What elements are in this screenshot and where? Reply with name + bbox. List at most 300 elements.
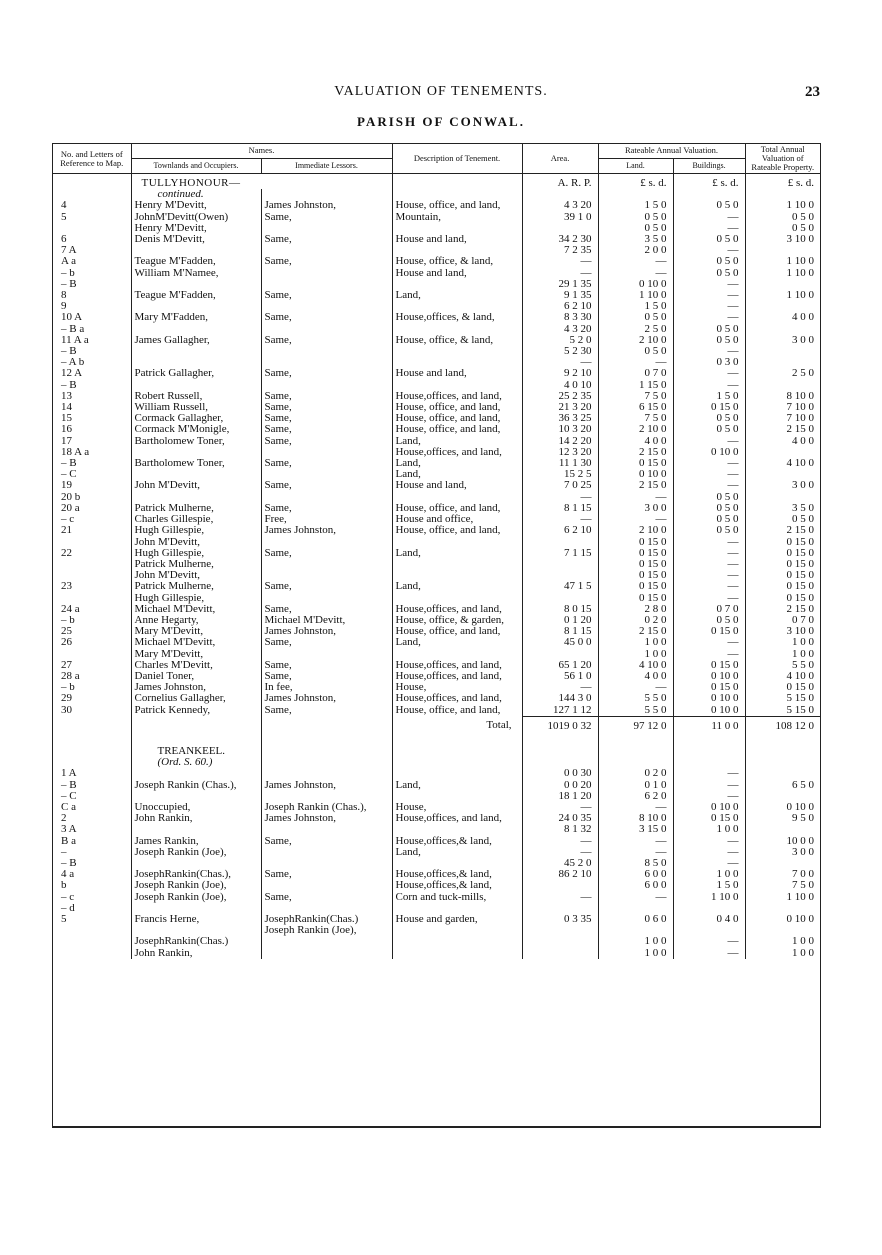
buildings-value-cell: —: [673, 548, 745, 559]
lessor-cell: Same,: [261, 503, 392, 514]
description-cell: [392, 936, 522, 947]
description-cell: [392, 279, 522, 290]
area-cell: —: [522, 514, 598, 525]
occupier-cell: [131, 925, 261, 936]
total-value-cell: [745, 357, 820, 368]
land-value-cell: 6 2 0: [598, 791, 673, 802]
section-title: TULLYHONOUR—: [141, 177, 241, 189]
table-row: [53, 234, 820, 245]
table-row: [53, 290, 820, 301]
ref-cell: [53, 537, 131, 548]
area-cell: 4 0 10: [522, 380, 598, 391]
ref-cell: b: [53, 880, 131, 891]
area-cell: 24 0 35: [522, 813, 598, 824]
description-cell: House,offices, and land,: [392, 671, 522, 682]
total-value-cell: 0 10 0: [786, 801, 815, 813]
total-value-cell: 1 0 0: [792, 648, 815, 660]
occupier-cell: JosephRankin(Chas.): [131, 936, 261, 947]
area-cell: [522, 570, 598, 581]
total-value-cell: [745, 301, 820, 312]
land-value-cell: 0 15 0: [598, 537, 673, 548]
land-value-cell: 0 15 0: [598, 458, 673, 469]
land-value-cell: 3 15 0: [598, 824, 673, 835]
buildings-value-cell: 0 4 0: [673, 914, 745, 925]
table-row: [53, 869, 820, 880]
lessor-cell: [261, 791, 392, 802]
occupier-cell: Mary M'Fadden,: [131, 312, 261, 323]
area-cell: —: [522, 357, 598, 368]
buildings-units: £ s. d.: [673, 174, 745, 190]
area-cell: 9 1 35: [522, 290, 598, 301]
table-row: [53, 836, 820, 847]
ref-cell: 7 A: [53, 245, 131, 256]
ref-cell: – c: [53, 514, 131, 525]
buildings-value-cell: —: [673, 223, 745, 234]
description-cell: House,offices, and land,: [392, 604, 522, 615]
ref-cell: C a: [53, 802, 131, 813]
land-value-cell: 7 5 0: [598, 391, 673, 402]
table-row: [53, 948, 820, 959]
parish-heading: PARISH OF CONWAL.: [357, 114, 525, 129]
area-cell: 34 2 30: [522, 234, 598, 245]
description-cell: [392, 649, 522, 660]
lessor-cell: [261, 469, 392, 480]
total-value-cell: 0 15 0: [786, 682, 815, 694]
col-header-total: Total Annual Valuation of Rateable Property.: [745, 144, 820, 174]
area-cell: —: [522, 892, 598, 903]
ref-cell: – b: [53, 268, 131, 279]
occupier-cell: Teague M'Fadden,: [131, 290, 261, 301]
total-value-cell: 8 10 0: [786, 390, 815, 402]
table-row: [53, 335, 820, 346]
total-value-cell: 5 5 0: [792, 659, 815, 671]
total-value-cell: 4 10 0: [786, 458, 815, 470]
total-value-cell: 10 0 0: [786, 835, 815, 847]
table-row: [53, 301, 820, 312]
description-cell: House and land,: [392, 268, 522, 279]
lessor-cell: Same,: [261, 480, 392, 491]
area-cell: —: [522, 802, 598, 813]
total-value-cell: 2 15 0: [786, 525, 815, 537]
ref-cell: 16: [53, 424, 131, 435]
table-row: [53, 413, 820, 424]
area-cell: 4 3 20: [522, 324, 598, 335]
area-cell: [522, 537, 598, 548]
area-cell: 4 3 20: [522, 200, 598, 211]
valuation-table: [53, 144, 820, 959]
description-cell: House,: [392, 802, 522, 813]
ref-cell: 4: [53, 200, 131, 211]
area-cell: 36 3 25: [522, 413, 598, 424]
lessor-cell: Same,: [261, 892, 392, 903]
occupier-cell: [131, 791, 261, 802]
area-cell: [522, 903, 598, 914]
ref-cell: 2: [53, 813, 131, 824]
lessor-cell: [261, 824, 392, 835]
ref-cell: 21: [53, 525, 131, 536]
lessor-cell: [261, 880, 392, 891]
lessor-cell: Same,: [261, 604, 392, 615]
description-cell: [392, 948, 522, 959]
description-cell: House, office, and land,: [392, 525, 522, 536]
area-cell: 29 1 35: [522, 279, 598, 290]
occupier-cell: Patrick Gallagher,: [131, 368, 261, 379]
col-header-townlands: Townlands and Occupiers.: [131, 158, 261, 173]
area-cell: 7 2 35: [522, 245, 598, 256]
buildings-value-cell: 1 5 0: [673, 880, 745, 891]
table-row: [53, 324, 820, 335]
lessor-cell: [261, 492, 392, 503]
area-cell: [522, 559, 598, 570]
area-cell: 5 2 30: [522, 346, 598, 357]
occupier-cell: Bartholomew Toner,: [131, 458, 261, 469]
description-cell: [392, 223, 522, 234]
lessor-cell: [261, 301, 392, 312]
description-cell: House,offices,& land,: [392, 869, 522, 880]
col-header-area: Area.: [522, 144, 598, 174]
lessor-cell: Same,: [261, 391, 392, 402]
land-value-cell: 2 10 0: [598, 335, 673, 346]
rows-treankeel: [53, 768, 820, 958]
lessor-cell: James Johnston,: [261, 813, 392, 824]
total-value-cell: 4 10 0: [786, 670, 815, 682]
occupier-cell: [131, 245, 261, 256]
description-cell: [392, 858, 522, 869]
land-value-cell: 1 15 0: [598, 380, 673, 391]
occupier-cell: Patrick Mulherne,: [131, 559, 261, 570]
description-cell: House,offices,& land,: [392, 880, 522, 891]
land-value-cell: 2 8 0: [598, 604, 673, 615]
occupier-cell: Robert Russell,: [131, 391, 261, 402]
area-cell: [522, 925, 598, 936]
total-buildings: 11 0 0: [673, 716, 745, 736]
lessor-cell: Same,: [261, 671, 392, 682]
ref-cell: – B: [53, 279, 131, 290]
total-value-cell: 0 15 0: [786, 536, 815, 548]
lessor-cell: Same,: [261, 413, 392, 424]
land-value-cell: 2 15 0: [598, 447, 673, 458]
lessor-cell: Same,: [261, 548, 392, 559]
lessor-cell: [261, 537, 392, 548]
land-value-cell: 1 0 0: [598, 637, 673, 648]
occupier-cell: Henry M'Devitt,: [131, 200, 261, 211]
table-row: [53, 925, 820, 936]
area-cell: 86 2 10: [522, 869, 598, 880]
table-row: [53, 357, 820, 368]
ref-cell: 10 A: [53, 312, 131, 323]
area-cell: 65 1 20: [522, 660, 598, 671]
buildings-value-cell: —: [673, 480, 745, 491]
occupier-cell: [131, 447, 261, 458]
buildings-value-cell: 0 5 0: [673, 256, 745, 267]
section-subtitle: continued.: [131, 189, 261, 200]
land-value-cell: 4 0 0: [598, 671, 673, 682]
land-value-cell: 0 15 0: [598, 548, 673, 559]
table-row: [53, 847, 820, 858]
buildings-value-cell: —: [673, 279, 745, 290]
description-cell: House, office, & land,: [392, 335, 522, 346]
lessor-cell: Same,: [261, 402, 392, 413]
ref-cell: [53, 593, 131, 604]
table-row: [53, 880, 820, 891]
ref-cell: B a: [53, 836, 131, 847]
occupier-cell: Cormack M'Monigle,: [131, 424, 261, 435]
occupier-cell: James Gallagher,: [131, 335, 261, 346]
ref-cell: A a: [53, 256, 131, 267]
land-value-cell: 6 15 0: [598, 402, 673, 413]
occupier-cell: [131, 324, 261, 335]
occupier-cell: Joseph Rankin (Chas.),: [131, 780, 261, 791]
buildings-value-cell: 0 5 0: [673, 492, 745, 503]
table-row: [53, 705, 820, 717]
total-value-cell: 0 5 0: [792, 211, 815, 223]
ref-cell: 1 A: [53, 768, 131, 779]
table-row: [53, 570, 820, 581]
area-cell: —: [522, 492, 598, 503]
description-cell: [392, 768, 522, 779]
buildings-value-cell: —: [673, 346, 745, 357]
area-cell: —: [522, 836, 598, 847]
buildings-value-cell: 0 15 0: [673, 626, 745, 637]
ref-cell: – B: [53, 780, 131, 791]
description-cell: House,offices, and land,: [392, 660, 522, 671]
occupier-cell: [131, 903, 261, 914]
lessor-cell: [261, 593, 392, 604]
land-value-cell: 1 5 0: [598, 301, 673, 312]
area-cell: 10 3 20: [522, 424, 598, 435]
land-value-cell: 0 15 0: [598, 570, 673, 581]
table-row: [53, 892, 820, 903]
description-cell: House,offices, and land,: [392, 693, 522, 704]
occupier-cell: [131, 492, 261, 503]
table-row: [53, 682, 820, 693]
area-cell: 8 0 15: [522, 604, 598, 615]
occupier-cell: Anne Hegarty,: [131, 615, 261, 626]
table-row: [53, 514, 820, 525]
buildings-value-cell: —: [673, 245, 745, 256]
lessor-cell: [261, 649, 392, 660]
area-cell: 14 2 20: [522, 436, 598, 447]
ref-cell: [53, 570, 131, 581]
buildings-value-cell: —: [673, 847, 745, 858]
total-value-cell: [745, 768, 820, 779]
total-value-cell: 0 10 0: [786, 914, 815, 925]
lessor-cell: Same,: [261, 424, 392, 435]
ref-cell: 24 a: [53, 604, 131, 615]
buildings-value-cell: 0 5 0: [673, 335, 745, 346]
table-row: [53, 312, 820, 323]
lessor-cell: In fee,: [261, 682, 392, 693]
description-cell: House and garden,: [392, 914, 522, 925]
land-value-cell: 0 2 0: [598, 615, 673, 626]
lessor-cell: Same,: [261, 368, 392, 379]
land-value-cell: 0 2 0: [598, 768, 673, 779]
total-value-cell: 7 10 0: [786, 402, 815, 414]
buildings-value-cell: 0 15 0: [673, 660, 745, 671]
occupier-cell: John M'Devitt,: [131, 480, 261, 491]
occupier-cell: John M'Devitt,: [131, 537, 261, 548]
buildings-value-cell: —: [673, 593, 745, 604]
occupier-cell: William Russell,: [131, 402, 261, 413]
table-row: [53, 548, 820, 559]
land-value-cell: 0 5 0: [598, 223, 673, 234]
area-cell: 0 3 35: [522, 914, 598, 925]
buildings-value-cell: 0 5 0: [673, 503, 745, 514]
occupier-cell: [131, 768, 261, 779]
occupier-cell: Hugh Gillespie,: [131, 525, 261, 536]
buildings-value-cell: 0 10 0: [673, 802, 745, 813]
total-value-cell: [745, 492, 820, 503]
table-row: [53, 402, 820, 413]
lessor-cell: Same,: [261, 335, 392, 346]
lessor-cell: James Johnston,: [261, 200, 392, 211]
total-value-cell: 0 7 0: [792, 614, 815, 626]
lessor-cell: Same,: [261, 836, 392, 847]
buildings-value-cell: —: [673, 858, 745, 869]
ref-cell: – B a: [53, 324, 131, 335]
description-cell: House and land,: [392, 368, 522, 379]
area-cell: [522, 223, 598, 234]
buildings-value-cell: —: [673, 768, 745, 779]
buildings-value-cell: —: [673, 581, 745, 592]
land-value-cell: [598, 903, 673, 914]
ref-cell: – b: [53, 682, 131, 693]
table-row: [53, 637, 820, 648]
occupier-cell: Cornelius Gallagher,: [131, 693, 261, 704]
description-cell: House and land,: [392, 480, 522, 491]
occupier-cell: Charles Gillespie,: [131, 514, 261, 525]
description-cell: Land,: [392, 637, 522, 648]
buildings-value-cell: 0 15 0: [673, 402, 745, 413]
occupier-cell: James Rankin,: [131, 836, 261, 847]
occupier-cell: JosephRankin(Chas.),: [131, 869, 261, 880]
description-cell: [392, 925, 522, 936]
area-units: A. R. P.: [522, 174, 598, 190]
table-row: [53, 447, 820, 458]
total-value-cell: 9 5 0: [792, 813, 815, 825]
area-cell: [522, 593, 598, 604]
ref-cell: 8: [53, 290, 131, 301]
buildings-value-cell: 0 5 0: [673, 324, 745, 335]
ref-cell: – C: [53, 791, 131, 802]
lessor-cell: [261, 570, 392, 581]
table-row: [53, 813, 820, 824]
total-value-cell: 2 15 0: [786, 603, 815, 615]
description-cell: Land,: [392, 458, 522, 469]
buildings-value-cell: —: [673, 936, 745, 947]
buildings-value-cell: —: [673, 836, 745, 847]
occupier-cell: Cormack Gallagher,: [131, 413, 261, 424]
description-cell: [392, 559, 522, 570]
buildings-value-cell: 0 7 0: [673, 604, 745, 615]
area-cell: [522, 649, 598, 660]
land-value-cell: —: [598, 836, 673, 847]
total-value-cell: [745, 346, 820, 357]
table-row: [53, 824, 820, 835]
total-value-cell: 1 10 0: [786, 891, 815, 903]
land-value-cell: —: [598, 847, 673, 858]
buildings-value-cell: 1 10 0: [673, 892, 745, 903]
land-value-cell: [598, 925, 673, 936]
description-cell: House, office, and land,: [392, 424, 522, 435]
description-cell: House,offices, and land,: [392, 391, 522, 402]
area-cell: —: [522, 682, 598, 693]
description-cell: Land,: [392, 780, 522, 791]
total-row: [53, 716, 820, 736]
lessor-cell: Same,: [261, 705, 392, 717]
ref-cell: 28 a: [53, 671, 131, 682]
land-value-cell: —: [598, 492, 673, 503]
table-row: [53, 615, 820, 626]
table-row: [53, 346, 820, 357]
lessor-cell: JosephRankin(Chas.): [261, 914, 392, 925]
buildings-value-cell: —: [673, 791, 745, 802]
table-row: [53, 693, 820, 704]
table-row: [53, 559, 820, 570]
description-cell: House, office, and land,: [392, 626, 522, 637]
table-row: [53, 936, 820, 947]
lessor-cell: Same,: [261, 458, 392, 469]
land-value-cell: —: [598, 802, 673, 813]
buildings-value-cell: —: [673, 290, 745, 301]
buildings-value-cell: —: [673, 458, 745, 469]
ref-cell: 11 A a: [53, 335, 131, 346]
land-value-cell: —: [598, 514, 673, 525]
lessor-cell: Same,: [261, 212, 392, 223]
land-value-cell: 0 1 0: [598, 780, 673, 791]
ref-cell: [53, 925, 131, 936]
table-row: [53, 768, 820, 779]
occupier-cell: [131, 858, 261, 869]
buildings-value-cell: —: [673, 368, 745, 379]
area-cell: 21 3 20: [522, 402, 598, 413]
occupier-cell: Mary M'Devitt,: [131, 626, 261, 637]
occupier-cell: William M'Namee,: [131, 268, 261, 279]
area-cell: [522, 880, 598, 891]
ref-cell: 20 b: [53, 492, 131, 503]
ref-cell: 5: [53, 914, 131, 925]
occupier-cell: [131, 346, 261, 357]
description-cell: [392, 593, 522, 604]
col-header-names: Names.: [131, 144, 392, 158]
col-header-lessors: Immediate Lessors.: [261, 158, 392, 173]
total-value-cell: 6 5 0: [792, 779, 815, 791]
buildings-value-cell: 0 5 0: [673, 525, 745, 536]
ref-cell: – B: [53, 458, 131, 469]
description-cell: [392, 791, 522, 802]
description-cell: House, office, & garden,: [392, 615, 522, 626]
lessor-cell: [261, 768, 392, 779]
occupier-cell: Mary M'Devitt,: [131, 649, 261, 660]
ref-cell: [53, 948, 131, 959]
total-value-cell: 1 10 0: [786, 267, 815, 279]
description-cell: [392, 301, 522, 312]
col-header-desc: Description of Tenement.: [392, 144, 522, 174]
occupier-cell: Daniel Toner,: [131, 671, 261, 682]
total-value-cell: 1 10 0: [786, 200, 815, 212]
area-cell: 25 2 35: [522, 391, 598, 402]
table-row: [53, 671, 820, 682]
table-row: [53, 802, 820, 813]
area-cell: [522, 936, 598, 947]
description-cell: House, office, & land,: [392, 256, 522, 267]
area-cell: 144 3 0: [522, 693, 598, 704]
lessor-cell: [261, 948, 392, 959]
occupier-cell: JohnM'Devitt(Owen): [131, 212, 261, 223]
occupier-cell: Denis M'Devitt,: [131, 234, 261, 245]
area-cell: 45 2 0: [522, 858, 598, 869]
description-cell: House,offices, & land,: [392, 312, 522, 323]
